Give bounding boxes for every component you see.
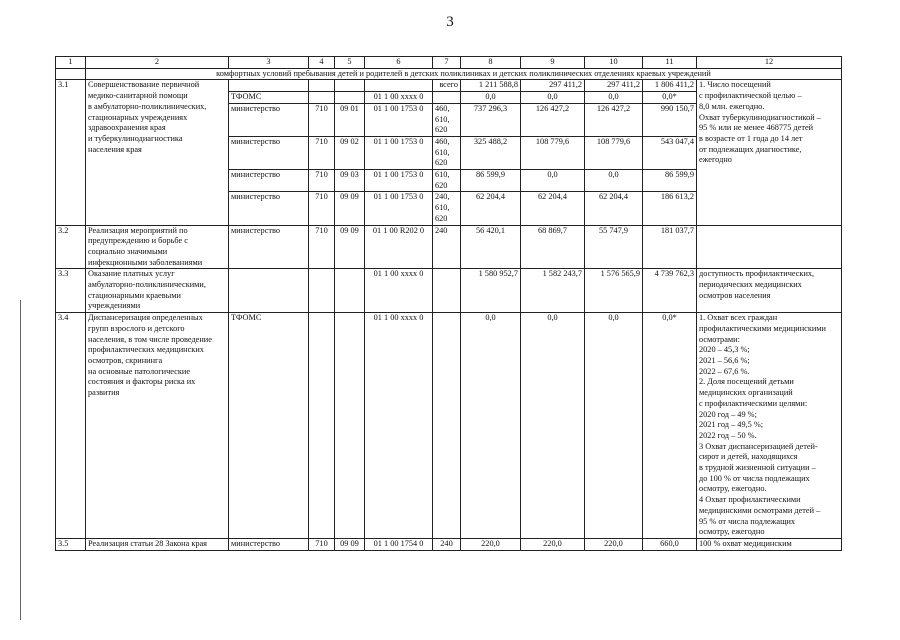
cell: 0,0* <box>643 92 697 104</box>
cell <box>309 313 335 539</box>
table-row <box>56 313 842 539</box>
table-row <box>56 269 842 313</box>
cell: 543 047,4 <box>643 136 697 169</box>
cell: 86 599,9 <box>643 170 697 192</box>
cell <box>229 80 309 92</box>
cell: 0,0* <box>643 313 697 539</box>
cell: 1 582 243,7 <box>521 269 585 313</box>
cell: 01 1 00 xxxx 0 <box>365 313 433 539</box>
cell: 01 1 00 xxxx 0 <box>365 92 433 104</box>
cell: 240, 610, 620 <box>433 192 461 225</box>
activity-name: Совершенствование первичной медико-санитарной помощи в амбулаторно-поликлинических, стационарных учреждениях здравоохранения края и туберкулинодиагностика населения края <box>86 80 229 225</box>
cell <box>433 269 461 313</box>
cell: министерство <box>229 225 309 269</box>
cell: 0,0 <box>521 170 585 192</box>
cell <box>335 80 365 92</box>
expected-result: 100 % охват медицинским <box>697 538 842 550</box>
cell: 01 1 00 xxxx 0 <box>365 269 433 313</box>
cell: 181 037,7 <box>643 225 697 269</box>
cell: 09 02 <box>335 136 365 169</box>
cell <box>309 92 335 104</box>
budget-table <box>55 56 842 551</box>
table-row <box>56 80 842 92</box>
cell: 108 779,6 <box>585 136 643 169</box>
expected-result: 1. Число посещений с профилактической целью – 8,0 млн. ежегодно. Охват туберкулинодиагностикой – 95 % или не менее 468775 детей в возрасте от 1 года до 14 лет от подлежащих диагностике, ежегодно <box>697 80 842 225</box>
expected-result <box>697 225 842 269</box>
cell: 0,0 <box>521 92 585 104</box>
cell: 1 576 565,9 <box>585 269 643 313</box>
cell: 0,0 <box>585 92 643 104</box>
cell <box>335 313 365 539</box>
cell: 4 739 762,3 <box>643 269 697 313</box>
banner-empty-cell <box>56 68 86 80</box>
cell: министерство <box>229 103 309 136</box>
cell: 01 1 00 R202 0 <box>365 225 433 269</box>
cell: 710 <box>309 538 335 550</box>
cell: министерство <box>229 192 309 225</box>
header-cell: 3 <box>229 57 309 69</box>
cell: 01 1 00 1753 0 <box>365 103 433 136</box>
cell: 01 1 00 1753 0 <box>365 192 433 225</box>
cell <box>335 92 365 104</box>
cell: 62 204,4 <box>585 192 643 225</box>
header-cell: 10 <box>585 57 643 69</box>
margin-line <box>20 300 21 620</box>
cell <box>433 92 461 104</box>
header-cell: 1 <box>56 57 86 69</box>
header-cell: 11 <box>643 57 697 69</box>
cell: 126 427,2 <box>585 103 643 136</box>
cell: 460, 610, 620 <box>433 103 461 136</box>
cell: 240 <box>433 538 461 550</box>
cell: 990 150,7 <box>643 103 697 136</box>
banner-text: комфортных условий пребывания детей и родителей в детских поликлиниках и детских поликлинических отделениях краевых учреждений <box>86 68 842 80</box>
cell: 460, 610, 620 <box>433 136 461 169</box>
cell <box>433 313 461 539</box>
activity-name: Диспансеризация определенных групп взрослого и детского населения, в том числе проведение профилактических медицинских осмотров, скрининга на основные патологические состояния и факторы риска их развития <box>86 313 229 539</box>
cell: министерство <box>229 170 309 192</box>
cell: 0,0 <box>461 92 521 104</box>
cell: 1 211 588,8 <box>461 80 521 92</box>
header-cell: 2 <box>86 57 229 69</box>
cell: 660,0 <box>643 538 697 550</box>
activity-name: Реализация статьи 28 Закона края <box>86 538 229 550</box>
header-cell: 8 <box>461 57 521 69</box>
cell: 610, 620 <box>433 170 461 192</box>
header-cell: 12 <box>697 57 842 69</box>
cell: министерство <box>229 136 309 169</box>
table-row <box>56 538 842 550</box>
cell <box>309 80 335 92</box>
header-cell: 7 <box>433 57 461 69</box>
cell <box>309 269 335 313</box>
activity-name: Оказание платных услуг амбулаторно-поликлиническими, стационарными краевыми учреждениями <box>86 269 229 313</box>
cell: ТФОМС <box>229 92 309 104</box>
cell: 86 599,9 <box>461 170 521 192</box>
expected-result: 1. Охват всех граждан профилактическими медицинскими осмотрами: 2020 – 45,3 %; 2021 – 56,6 %; 2022 – 67,6 %. 2. Доля посещений детьми медицинских организаций с профилактическими целями: 2020 год – 49 %; 2021 год – 49,5 %; 2022 год – 50 %. 3 Охват диспансеризацией детей- сирот и детей, находящихся в трудной жизненной ситуации – до 100 % от числа подлежащих осмотру, ежегодно. 4 Охват профилактическими медицинскими осмотрами детей – 95 % от числа подлежащих осмотру, ежегодно <box>697 313 842 539</box>
cell: 710 <box>309 170 335 192</box>
cell: 710 <box>309 103 335 136</box>
cell: 240 <box>433 225 461 269</box>
cell: 09 09 <box>335 538 365 550</box>
cell: 56 420,1 <box>461 225 521 269</box>
cell: 0,0 <box>521 313 585 539</box>
activity-name: Реализация мероприятий по предупреждению и борьбе с социально значимыми инфекционными заболеваниями <box>86 225 229 269</box>
cell <box>335 269 365 313</box>
header-cell: 4 <box>309 57 335 69</box>
cell: 108 779,6 <box>521 136 585 169</box>
table-row <box>56 225 842 269</box>
cell: 297 411,2 <box>521 80 585 92</box>
cell: 1 580 952,7 <box>461 269 521 313</box>
cell: 325 488,2 <box>461 136 521 169</box>
row-number: 3.1 <box>56 80 86 225</box>
cell: 710 <box>309 192 335 225</box>
cell: 09 01 <box>335 103 365 136</box>
cell: 220,0 <box>461 538 521 550</box>
cell: 737 296,3 <box>461 103 521 136</box>
cell: 01 1 00 1753 0 <box>365 136 433 169</box>
cell: 68 869,7 <box>521 225 585 269</box>
banner-row <box>56 68 842 80</box>
cell: 62 204,4 <box>461 192 521 225</box>
cell: 09 09 <box>335 192 365 225</box>
header-row <box>56 57 842 69</box>
header-cell: 6 <box>365 57 433 69</box>
cell: 62 204,4 <box>521 192 585 225</box>
cell <box>365 80 433 92</box>
cell: 220,0 <box>585 538 643 550</box>
cell: 710 <box>309 136 335 169</box>
cell: 01 1 00 1754 0 <box>365 538 433 550</box>
cell: 1 806 411,2 <box>643 80 697 92</box>
cell: 186 613,2 <box>643 192 697 225</box>
row-number: 3.3 <box>56 269 86 313</box>
cell: 09 03 <box>335 170 365 192</box>
header-cell: 5 <box>335 57 365 69</box>
row-number: 3.2 <box>56 225 86 269</box>
cell: 710 <box>309 225 335 269</box>
cell <box>229 269 309 313</box>
page-number: 3 <box>446 14 454 30</box>
cell: 09 09 <box>335 225 365 269</box>
cell: 297 411,2 <box>585 80 643 92</box>
row-number: 3.5 <box>56 538 86 550</box>
cell: ТФОМС <box>229 313 309 539</box>
cell: 55 747,9 <box>585 225 643 269</box>
cell: 126 427,2 <box>521 103 585 136</box>
cell: всего <box>433 80 461 92</box>
cell: 0,0 <box>461 313 521 539</box>
row-number: 3.4 <box>56 313 86 539</box>
cell: 0,0 <box>585 170 643 192</box>
cell: 01 1 00 1753 0 <box>365 170 433 192</box>
header-cell: 9 <box>521 57 585 69</box>
expected-result: доступность профилактических, периодических медицинских осмотров населения <box>697 269 842 313</box>
cell: 0,0 <box>585 313 643 539</box>
cell: министерство <box>229 538 309 550</box>
cell: 220,0 <box>521 538 585 550</box>
